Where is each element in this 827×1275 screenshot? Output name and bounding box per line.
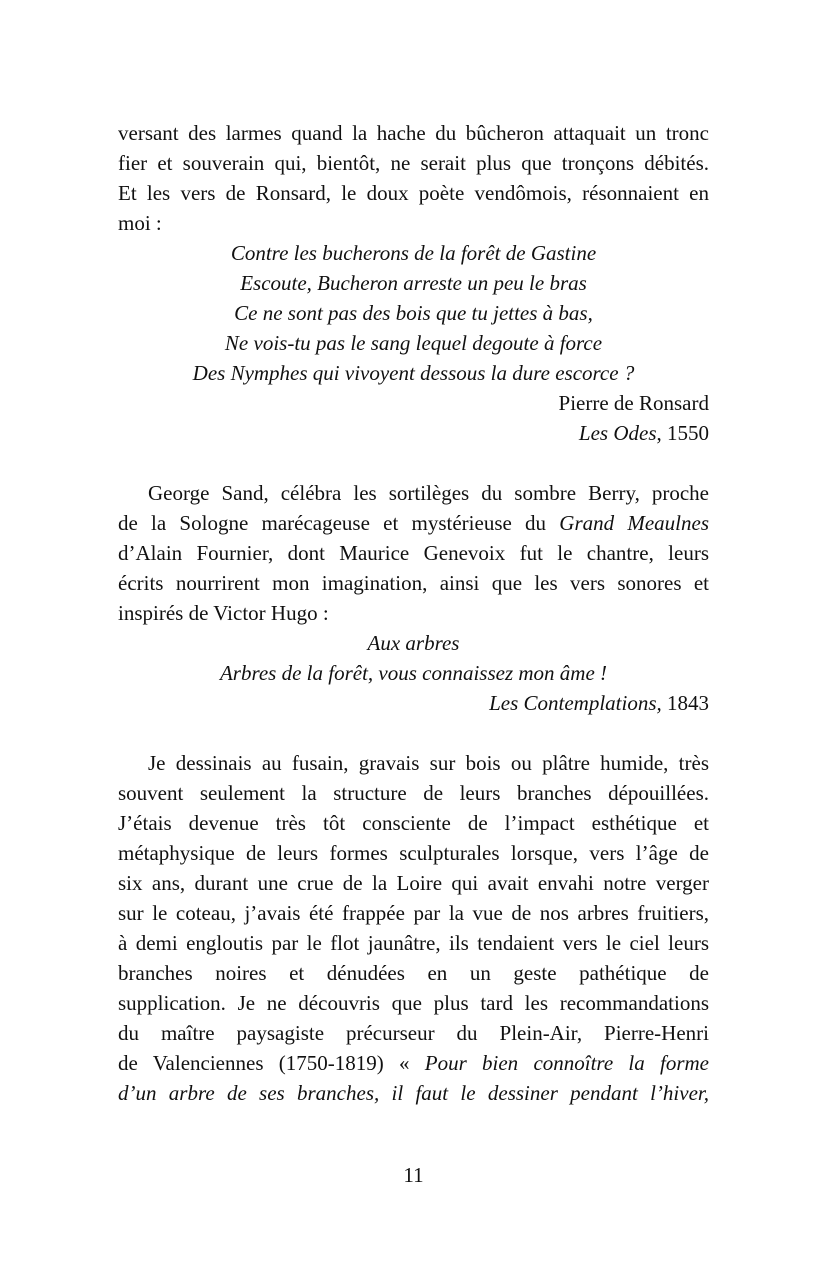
text-line	[118, 1048, 709, 1078]
poem-line: Contre les bucherons de la forêt de Gastine	[230, 241, 597, 265]
text-line: du maître paysagiste précurseur du Plein-Air, Pierre-Henri	[118, 1021, 709, 1045]
text-line: supplication. Je ne découvris que plus tard les recommandations	[118, 991, 709, 1015]
paragraph-sand-hugo	[118, 478, 709, 628]
poem-line: Arbres de la forêt, vous connaissez mon âme !	[219, 661, 608, 685]
poem-source	[118, 688, 709, 718]
text-line: Et les vers de Ronsard, le doux poète vendômois, résonnaient en	[118, 181, 709, 205]
text-segment: de la Sologne marécageuse et mystérieuse du	[118, 511, 560, 535]
text-line: d’Alain Fournier, dont Maurice Genevoix fut le chantre, leurs	[118, 541, 709, 565]
text-line: branches noires et dénudées en un geste pathétique de	[118, 961, 709, 985]
text-line: fier et souverain qui, bientôt, ne serait plus que tronçons débités.	[118, 151, 709, 175]
text-line: inspirés de Victor Hugo :	[118, 601, 329, 625]
text-line: Je dessinais au fusain, gravais sur bois ou plâtre humide, très	[148, 751, 709, 775]
paragraph-drawing	[118, 748, 709, 1108]
text-line: écrits nourrirent mon imagination, ainsi que les vers sonores et	[118, 571, 709, 595]
quote-text: Pour bien connoître la forme	[424, 1051, 709, 1075]
book-title: Grand Meaulnes	[559, 511, 709, 535]
text-line: à demi engloutis par le flot jaunâtre, ils tendaient vers le ciel leurs	[118, 931, 709, 955]
poem-source-title: Les Odes	[578, 421, 657, 445]
text-line: six ans, durant une crue de la Loire qui avait envahi notre verger	[118, 871, 709, 895]
text-line: George Sand, célébra les sortilèges du sombre Berry, proche	[148, 481, 709, 505]
poem-source-year: , 1550	[656, 421, 709, 445]
poem-source-year: 1843	[661, 691, 709, 715]
quote-line: d’un arbre de ses branches, il faut le dessiner pendant l’hiver,	[118, 1081, 709, 1105]
paragraph-ronsard-intro	[118, 118, 709, 238]
text-segment: de Valenciennes (1750-1819) «	[118, 1051, 425, 1075]
poem-title: Aux arbres	[367, 631, 460, 655]
poem-source-title: Les Contemplations,	[489, 691, 662, 715]
text-line	[118, 508, 709, 538]
poem-line: Des Nymphes qui vivoyent dessous la dure escorce ?	[192, 361, 635, 385]
page-body	[118, 118, 709, 1108]
page-number: 11	[403, 1163, 424, 1187]
poem-ronsard	[118, 238, 709, 448]
paragraph-gap	[118, 718, 709, 748]
text-line: moi :	[118, 211, 162, 235]
poem-line: Ce ne sont pas des bois que tu jettes à bas,	[234, 301, 593, 325]
text-line: métaphysique de leurs formes sculpturales lorsque, vers l’âge de	[118, 841, 709, 865]
text-line: sur le coteau, j’avais été frappée par la vue de nos arbres fruitiers,	[118, 901, 709, 925]
poem-line: Ne vois-tu pas le sang lequel degoute à force	[224, 331, 603, 355]
paragraph-gap	[118, 448, 709, 478]
poem-author: Pierre de Ronsard	[558, 391, 709, 415]
poem-hugo	[118, 628, 709, 718]
poem-line: Escoute, Bucheron arreste un peu le bras	[240, 271, 587, 295]
text-line: souvent seulement la structure de leurs branches dépouillées.	[118, 781, 709, 805]
text-line: J’étais devenue très tôt consciente de l’impact esthétique et	[118, 811, 709, 835]
poem-source	[118, 418, 709, 448]
text-line: versant des larmes quand la hache du bûcheron attaquait un tronc	[118, 121, 709, 145]
